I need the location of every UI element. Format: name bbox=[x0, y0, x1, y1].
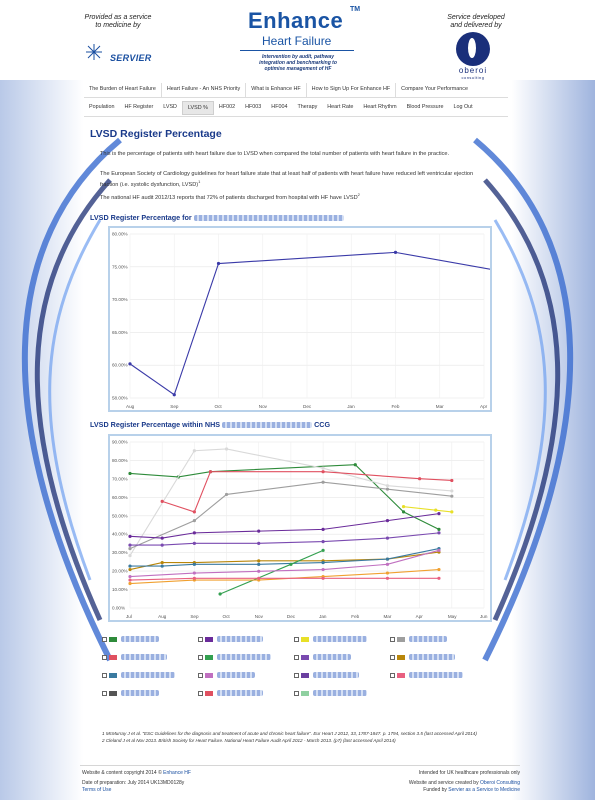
data-point[interactable] bbox=[193, 563, 196, 566]
main-nav bbox=[84, 83, 508, 97]
x-tick-label: Sep bbox=[170, 404, 179, 409]
data-point[interactable] bbox=[437, 549, 440, 552]
data-point[interactable] bbox=[161, 543, 164, 546]
tab-log-out[interactable]: Log Out bbox=[453, 104, 473, 110]
brand-subtitle: Heart Failure bbox=[262, 34, 332, 48]
legend-swatch bbox=[301, 655, 309, 660]
legend-checkbox[interactable] bbox=[102, 673, 107, 678]
data-point[interactable] bbox=[161, 537, 164, 540]
x-tick-label: Jul bbox=[126, 614, 132, 619]
legend-item[interactable] bbox=[294, 652, 351, 662]
legend-swatch bbox=[205, 691, 213, 696]
y-tick-label: 20.00% bbox=[112, 568, 128, 574]
data-point[interactable] bbox=[437, 568, 440, 571]
nav-compare[interactable]: Compare Your Performance bbox=[401, 86, 468, 92]
x-tick-label: Feb bbox=[391, 404, 400, 409]
x-tick-label: Mar bbox=[383, 614, 392, 619]
copyright-text: Website & content copyright 2014 © bbox=[82, 770, 162, 776]
legend-item[interactable] bbox=[198, 652, 271, 662]
redacted-practice-label bbox=[313, 672, 359, 678]
legend-swatch bbox=[109, 673, 117, 678]
site-footer bbox=[80, 765, 520, 795]
data-point[interactable] bbox=[128, 578, 131, 581]
funded-by-text: Funded by bbox=[423, 787, 447, 793]
chart-legend bbox=[102, 634, 502, 710]
data-point[interactable] bbox=[161, 561, 164, 564]
legend-swatch bbox=[109, 637, 117, 642]
y-tick-label: 75.00% bbox=[112, 264, 128, 270]
series-line bbox=[404, 507, 452, 512]
data-point[interactable] bbox=[386, 488, 389, 491]
y-tick-label: 70.00% bbox=[112, 476, 128, 482]
data-point[interactable] bbox=[193, 571, 196, 574]
data-point[interactable] bbox=[173, 393, 176, 396]
y-tick-label: 80.00% bbox=[112, 457, 128, 463]
data-point[interactable] bbox=[193, 519, 196, 522]
data-point[interactable] bbox=[257, 577, 260, 580]
intro-paragraph-2: The European Society of Cardiology guidelines for heart failure state that at least half of patients with heart failure have reduced left ventricular ejection fraction (i.e. systolic dysfunction, LVSD)$^1$ bbox=[100, 171, 474, 188]
site-header bbox=[0, 0, 595, 80]
oberoi-developed-text: Service developed and delivered by bbox=[447, 14, 505, 29]
legend-item[interactable] bbox=[390, 634, 447, 644]
y-tick-label: 0.00% bbox=[112, 605, 126, 611]
legend-item[interactable] bbox=[294, 670, 359, 680]
data-point[interactable] bbox=[128, 554, 131, 557]
redacted-practice-label bbox=[121, 654, 167, 660]
legend-checkbox[interactable] bbox=[102, 637, 107, 642]
data-point[interactable] bbox=[128, 362, 131, 365]
servier-provided-text: Provided as a service to medicine by bbox=[84, 14, 152, 29]
data-point[interactable] bbox=[289, 563, 292, 566]
tab-lvsd[interactable]: LVSD bbox=[163, 104, 177, 110]
data-point[interactable] bbox=[321, 540, 324, 543]
legend-item[interactable] bbox=[294, 634, 367, 644]
x-tick-label: Nov bbox=[254, 614, 263, 619]
nav-nhs-priority[interactable]: Heart Failure - An NHS Priority bbox=[162, 83, 246, 97]
redacted-practice-label bbox=[217, 654, 271, 660]
y-tick-label: 58.00% bbox=[112, 395, 128, 401]
redacted-practice-label bbox=[409, 636, 447, 642]
data-point[interactable] bbox=[450, 489, 453, 492]
redacted-ccg-name bbox=[222, 422, 312, 428]
data-point[interactable] bbox=[386, 537, 389, 540]
redacted-practice-label bbox=[121, 636, 159, 642]
legend-checkbox[interactable] bbox=[294, 637, 299, 642]
x-tick-label: Jun bbox=[480, 614, 488, 619]
data-point[interactable] bbox=[450, 510, 453, 513]
data-point[interactable] bbox=[437, 512, 440, 515]
legend-checkbox[interactable] bbox=[198, 673, 203, 678]
tab-hf004[interactable]: HF004 bbox=[271, 104, 288, 110]
legend-checkbox[interactable] bbox=[102, 691, 107, 696]
legend-swatch bbox=[301, 637, 309, 642]
data-point[interactable] bbox=[386, 577, 389, 580]
x-tick-label: Apr bbox=[480, 404, 488, 409]
oberoi-name: oberoi bbox=[458, 66, 488, 75]
data-point[interactable] bbox=[225, 493, 228, 496]
legend-checkbox[interactable] bbox=[198, 637, 203, 642]
tab-lvsd-percent[interactable]: LVSD % bbox=[182, 101, 214, 115]
data-point[interactable] bbox=[321, 577, 324, 580]
redacted-practice-label bbox=[217, 672, 255, 678]
y-tick-label: 70.00% bbox=[112, 297, 128, 303]
tab-heart-rate[interactable]: Heart Rate bbox=[327, 104, 354, 110]
oberoi-consulting-link[interactable]: Oberoi Consulting bbox=[479, 780, 520, 786]
data-point[interactable] bbox=[128, 543, 131, 546]
y-tick-label: 60.00% bbox=[112, 494, 128, 500]
legend-item[interactable] bbox=[390, 670, 463, 680]
data-point[interactable] bbox=[354, 463, 357, 466]
data-point[interactable] bbox=[394, 251, 397, 254]
tab-blood-pressure[interactable]: Blood Pressure bbox=[406, 104, 444, 110]
data-point[interactable] bbox=[209, 470, 212, 473]
data-point[interactable] bbox=[128, 575, 131, 578]
tab-hf002[interactable]: HF002 bbox=[218, 104, 236, 110]
series-line bbox=[130, 570, 439, 584]
data-point[interactable] bbox=[386, 563, 389, 566]
data-point[interactable] bbox=[418, 477, 421, 480]
practice-lvsd-plot bbox=[110, 228, 490, 410]
legend-swatch bbox=[397, 673, 405, 678]
x-tick-label: Dec bbox=[286, 614, 296, 619]
servier-name: SERVIER bbox=[110, 53, 152, 63]
data-point[interactable] bbox=[161, 564, 164, 567]
legend-swatch bbox=[397, 655, 405, 660]
data-point[interactable] bbox=[434, 509, 437, 512]
enhance-hf-link[interactable]: Enhance HF bbox=[163, 770, 191, 776]
data-point[interactable] bbox=[437, 531, 440, 534]
legend-checkbox[interactable] bbox=[294, 673, 299, 678]
redacted-practice-label bbox=[409, 654, 455, 660]
data-point[interactable] bbox=[321, 549, 324, 552]
legend-swatch bbox=[109, 655, 117, 660]
data-point[interactable] bbox=[450, 495, 453, 498]
data-point[interactable] bbox=[402, 505, 405, 508]
data-point[interactable] bbox=[193, 449, 196, 452]
data-point[interactable] bbox=[161, 500, 164, 503]
data-point[interactable] bbox=[193, 577, 196, 580]
y-tick-label: 65.00% bbox=[112, 329, 128, 335]
footer-left bbox=[82, 770, 191, 794]
created-by-text: Website and service created by bbox=[408, 780, 479, 786]
nav-sign-up[interactable]: How to Sign Up For Enhance HF bbox=[307, 83, 397, 97]
legend-swatch bbox=[205, 655, 213, 660]
prep-date: Date of preparation: July 2014 UK13MD0128y bbox=[82, 780, 185, 786]
chart2-title: LVSD Register Percentage within NHS CCG bbox=[90, 420, 331, 429]
data-point[interactable] bbox=[257, 530, 260, 533]
page-title: LVSD Register Percentage bbox=[90, 128, 222, 140]
x-tick-label: May bbox=[447, 614, 457, 619]
references bbox=[102, 730, 502, 744]
legend-checkbox[interactable] bbox=[294, 691, 299, 696]
sub-nav bbox=[84, 101, 508, 115]
x-tick-label: Sep bbox=[190, 614, 199, 619]
legend-swatch bbox=[205, 637, 213, 642]
tab-therapy[interactable]: Therapy bbox=[297, 104, 318, 110]
legend-item[interactable] bbox=[294, 688, 367, 698]
series-line bbox=[130, 252, 490, 394]
y-tick-label: 40.00% bbox=[112, 531, 128, 537]
ccg-lvsd-chart bbox=[108, 434, 492, 622]
x-tick-label: Jan bbox=[319, 614, 327, 619]
ccg-lvsd-plot bbox=[110, 436, 490, 620]
data-point[interactable] bbox=[257, 559, 260, 562]
sub-nav-divider bbox=[84, 116, 508, 117]
legend-item[interactable] bbox=[102, 634, 159, 644]
data-point[interactable] bbox=[321, 561, 324, 564]
redacted-practice-label bbox=[313, 654, 351, 660]
brand-tm: TM bbox=[350, 6, 361, 13]
legend-checkbox[interactable] bbox=[390, 655, 395, 660]
data-point[interactable] bbox=[321, 481, 324, 484]
data-point[interactable] bbox=[219, 592, 222, 595]
data-point[interactable] bbox=[128, 535, 131, 538]
brand-divider bbox=[240, 50, 354, 51]
nav-burden[interactable]: The Burden of Heart Failure bbox=[84, 83, 162, 97]
data-point[interactable] bbox=[386, 484, 389, 487]
legend-item[interactable] bbox=[198, 688, 263, 698]
data-point[interactable] bbox=[386, 571, 389, 574]
nav-what-is[interactable]: What is Enhance HF bbox=[246, 83, 306, 97]
legend-checkbox[interactable] bbox=[390, 673, 395, 678]
data-point[interactable] bbox=[321, 470, 324, 473]
legend-checkbox[interactable] bbox=[294, 655, 299, 660]
redacted-practice-label bbox=[313, 690, 367, 696]
legend-checkbox[interactable] bbox=[102, 655, 107, 660]
data-point[interactable] bbox=[217, 262, 220, 265]
x-tick-label: Aug bbox=[158, 614, 167, 619]
tab-hf003[interactable]: HF003 bbox=[245, 104, 262, 110]
legend-item[interactable] bbox=[102, 670, 175, 680]
legend-checkbox[interactable] bbox=[198, 655, 203, 660]
legend-item[interactable] bbox=[198, 634, 263, 644]
redacted-practice-label bbox=[217, 636, 263, 642]
tab-heart-rhythm[interactable]: Heart Rhythm bbox=[363, 104, 397, 110]
tab-hf-register[interactable]: HF Register bbox=[124, 104, 154, 110]
oberoi-subtitle: consulting bbox=[461, 75, 485, 80]
data-point[interactable] bbox=[321, 528, 324, 531]
series-line bbox=[130, 533, 439, 545]
legend-checkbox[interactable] bbox=[390, 637, 395, 642]
redacted-practice-label bbox=[409, 672, 463, 678]
x-tick-label: Oct bbox=[214, 404, 222, 409]
redacted-practice-label bbox=[217, 690, 263, 696]
tab-population[interactable]: Population bbox=[89, 104, 115, 110]
data-point[interactable] bbox=[193, 510, 196, 513]
legend-swatch bbox=[301, 691, 309, 696]
legend-swatch bbox=[109, 691, 117, 696]
data-point[interactable] bbox=[437, 528, 440, 531]
data-point[interactable] bbox=[321, 467, 324, 470]
data-point[interactable] bbox=[386, 557, 389, 560]
data-point[interactable] bbox=[257, 542, 260, 545]
y-tick-label: 10.00% bbox=[112, 587, 128, 593]
x-tick-label: Apr bbox=[415, 614, 423, 619]
x-tick-label: Oct bbox=[222, 614, 230, 619]
footer-right bbox=[409, 770, 520, 794]
oberoi-logo[interactable] bbox=[456, 32, 490, 66]
reference-1: 1 McMurray J et al. "ESC Guidelines for the diagnosis and treatment of acute and chronic heart failure". Eur Heart J 2012, 33, 1787-1847. p. 1794, section 3.5 (last accessed April 2014) bbox=[102, 731, 477, 736]
legend-swatch bbox=[397, 637, 405, 642]
redacted-practice-label bbox=[121, 690, 159, 696]
data-point[interactable] bbox=[257, 563, 260, 566]
x-tick-label: Dec bbox=[303, 404, 312, 409]
reference-2: 2 Cleland J et al Nov 2013. British Society for Heart Failure. National Heart Failure Audit April 2012 - March 2013. (p7) (last accessed April 2014) bbox=[102, 738, 396, 743]
data-point[interactable] bbox=[128, 547, 131, 550]
intro-paragraph-1: This is the percentage of patients with heart failure due to LVSD when compared the total number of patients with heart failure in the practice. bbox=[100, 151, 450, 157]
practice-lvsd-chart bbox=[108, 226, 492, 412]
data-point[interactable] bbox=[128, 564, 131, 567]
data-point[interactable] bbox=[257, 570, 260, 573]
x-tick-label: Jan bbox=[347, 404, 355, 409]
y-tick-label: 80.00% bbox=[112, 231, 128, 237]
x-tick-label: Nov bbox=[258, 404, 267, 409]
legend-swatch bbox=[301, 673, 309, 678]
redacted-practice-label bbox=[313, 636, 367, 642]
redacted-practice-name bbox=[194, 215, 344, 221]
legend-item[interactable] bbox=[390, 652, 455, 662]
data-point[interactable] bbox=[321, 568, 324, 571]
x-tick-label: Mar bbox=[435, 404, 444, 409]
data-point[interactable] bbox=[128, 568, 131, 571]
servier-service-link[interactable]: Servier as a Service to Medicine bbox=[448, 787, 520, 793]
intended-text: Intended for UK healthcare professionals only bbox=[418, 770, 520, 776]
brand-tagline: Intervention by audit, pathway integration and benchmarking to optimise management of HF bbox=[259, 54, 337, 72]
enhance-brand-title[interactable]: Enhance bbox=[248, 8, 344, 33]
data-point[interactable] bbox=[450, 479, 453, 482]
intro-paragraph-3: The national HF audit 2012/13 reports that 72% of patients discharged from hospital with HF have LVSD$^2$ bbox=[100, 192, 360, 201]
y-tick-label: 30.00% bbox=[112, 550, 128, 556]
data-point[interactable] bbox=[225, 447, 228, 450]
y-tick-label: 60.00% bbox=[112, 362, 128, 368]
legend-swatch bbox=[205, 673, 213, 678]
data-point[interactable] bbox=[386, 519, 389, 522]
legend-item[interactable] bbox=[102, 652, 167, 662]
nav-divider bbox=[84, 97, 508, 98]
y-tick-label: 90.00% bbox=[112, 439, 128, 445]
data-point[interactable] bbox=[437, 577, 440, 580]
data-point[interactable] bbox=[128, 472, 131, 475]
x-tick-label: Feb bbox=[351, 614, 360, 619]
data-point[interactable] bbox=[193, 531, 196, 534]
data-point[interactable] bbox=[193, 542, 196, 545]
legend-item[interactable] bbox=[102, 688, 159, 698]
legend-checkbox[interactable] bbox=[198, 691, 203, 696]
data-point[interactable] bbox=[128, 582, 131, 585]
data-point[interactable] bbox=[402, 510, 405, 513]
y-tick-label: 50.00% bbox=[112, 513, 128, 519]
legend-item[interactable] bbox=[198, 670, 255, 680]
redacted-practice-label bbox=[121, 672, 175, 678]
terms-of-use-link[interactable]: Terms of Use bbox=[82, 787, 112, 793]
x-tick-label: Aug bbox=[126, 404, 135, 409]
chart1-title: LVSD Register Percentage for bbox=[90, 213, 344, 222]
